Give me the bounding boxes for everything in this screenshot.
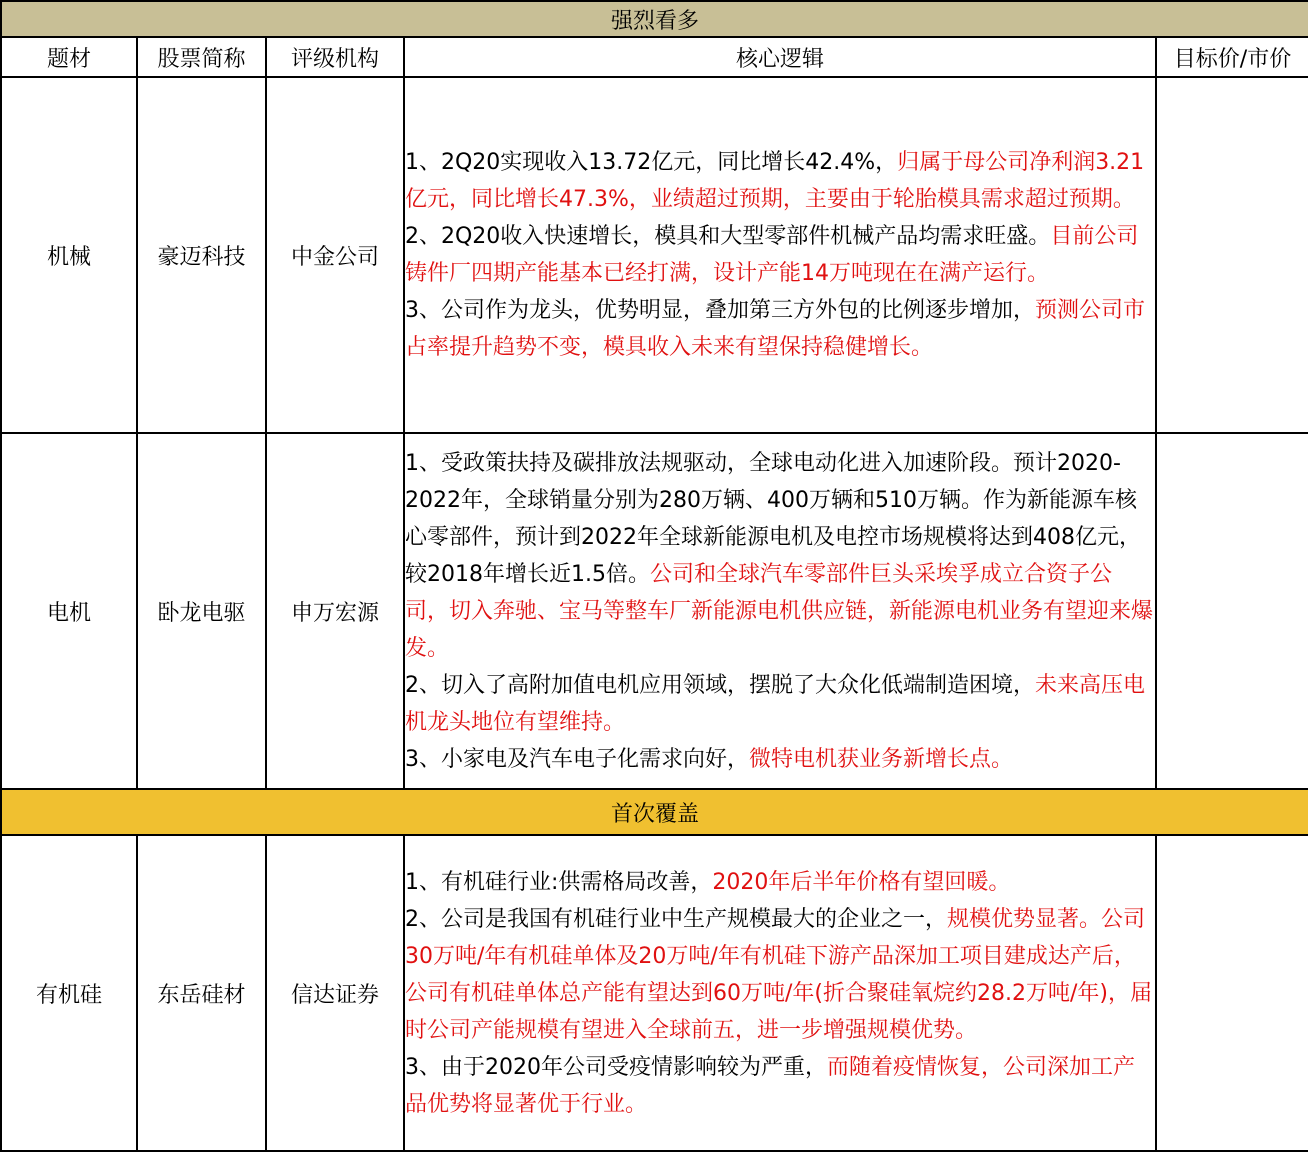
theme-cell: 电机: [1, 433, 137, 789]
agency-cell: 中金公司: [266, 77, 404, 433]
logic-cell: [404, 433, 1156, 789]
agency-cell: 信达证券: [266, 835, 404, 1151]
col-header-stock: 股票简称: [137, 37, 266, 77]
logic-point: 2、2Q20收入快速增长，模具和大型零部件机械产品均需求旺盛。目前公司铸件厂四期产能基本已经打满，设计产能14万吨现在在满产运行。: [405, 224, 1139, 286]
logic-point: 1、有机硅行业:供需格局改善，2020年后半年价格有望回暖。: [405, 869, 1011, 895]
stock-cell: 豪迈科技: [137, 77, 266, 433]
theme-cell: 机械: [1, 77, 137, 433]
col-header-target: 目标价/市价: [1156, 37, 1308, 77]
section-title-strong-buy: 强烈看多: [1, 1, 1308, 37]
logic-point: 2、公司是我国有机硅行业中生产规模最大的企业之一，规模优势显著。公司30万吨/年有机硅单体及20万吨/年有机硅下游产品深加工项目建成达产后，公司有机硅单体总产能有望达到60万吨/年(折合聚硅氧烷约28.2万吨/年)，届时公司产能规模有望进入全球前五，进一步增强规模优势。: [405, 906, 1152, 1043]
section-header-first-coverage: [1, 789, 1308, 835]
section-header-strong-buy: [1, 1, 1308, 37]
logic-point: 3、由于2020年公司受疫情影响较为严重，而随着疫情恢复，公司深加工产品优势将显著优于行业。: [405, 1054, 1136, 1117]
stock-cell: 东岳硅材: [137, 835, 266, 1151]
stock-cell: 卧龙电驱: [137, 433, 266, 789]
table-row: [1, 433, 1308, 789]
logic-cell: [404, 77, 1156, 433]
target-cell: [1156, 433, 1308, 789]
target-cell: [1156, 77, 1308, 433]
table-row: [1, 835, 1308, 1151]
logic-cell: [404, 835, 1156, 1151]
table-row: [1, 77, 1308, 433]
theme-cell: 有机硅: [1, 835, 137, 1151]
logic-point: 3、公司作为龙头，优势明显，叠加第三方外包的比例逐步增加，预测公司市占率提升趋势不变，模具收入未来有望保持稳健增长。: [405, 298, 1146, 360]
logic-point: 2、切入了高附加值电机应用领域，摆脱了大众化低端制造困境，未来高压电机龙头地位有望维持。: [405, 672, 1146, 735]
col-header-logic: 核心逻辑: [404, 37, 1156, 77]
logic-point: 3、小家电及汽车电子化需求向好，微特电机获业务新增长点。: [405, 746, 1014, 772]
col-header-theme: 题材: [1, 37, 137, 77]
section-title-first-coverage: 首次覆盖: [1, 789, 1308, 835]
column-header-row: [1, 37, 1308, 77]
logic-point: 1、2Q20实现收入13.72亿元，同比增长42.4%，归属于母公司净利润3.21亿元，同比增长47.3%，业绩超过预期，主要由于轮胎模具需求超过预期。: [405, 150, 1145, 212]
col-header-agency: 评级机构: [266, 37, 404, 77]
logic-point: 1、受政策扶持及碳排放法规驱动，全球电动化进入加速阶段。预计2020-2022年，全球销量分别为280万辆、400万辆和510万辆。作为新能源车核心零部件，预计到2022年全球新能源电机及电控市场规模将达到408亿元，较2018年增长近1.5倍。公司和全球汽车零部件巨头采埃孚成立合资子公司，切入奔驰、宝马等整车厂新能源电机供应链，新能源电机业务有望迎来爆发。: [405, 450, 1154, 661]
agency-cell: 申万宏源: [266, 433, 404, 789]
target-cell: [1156, 835, 1308, 1151]
